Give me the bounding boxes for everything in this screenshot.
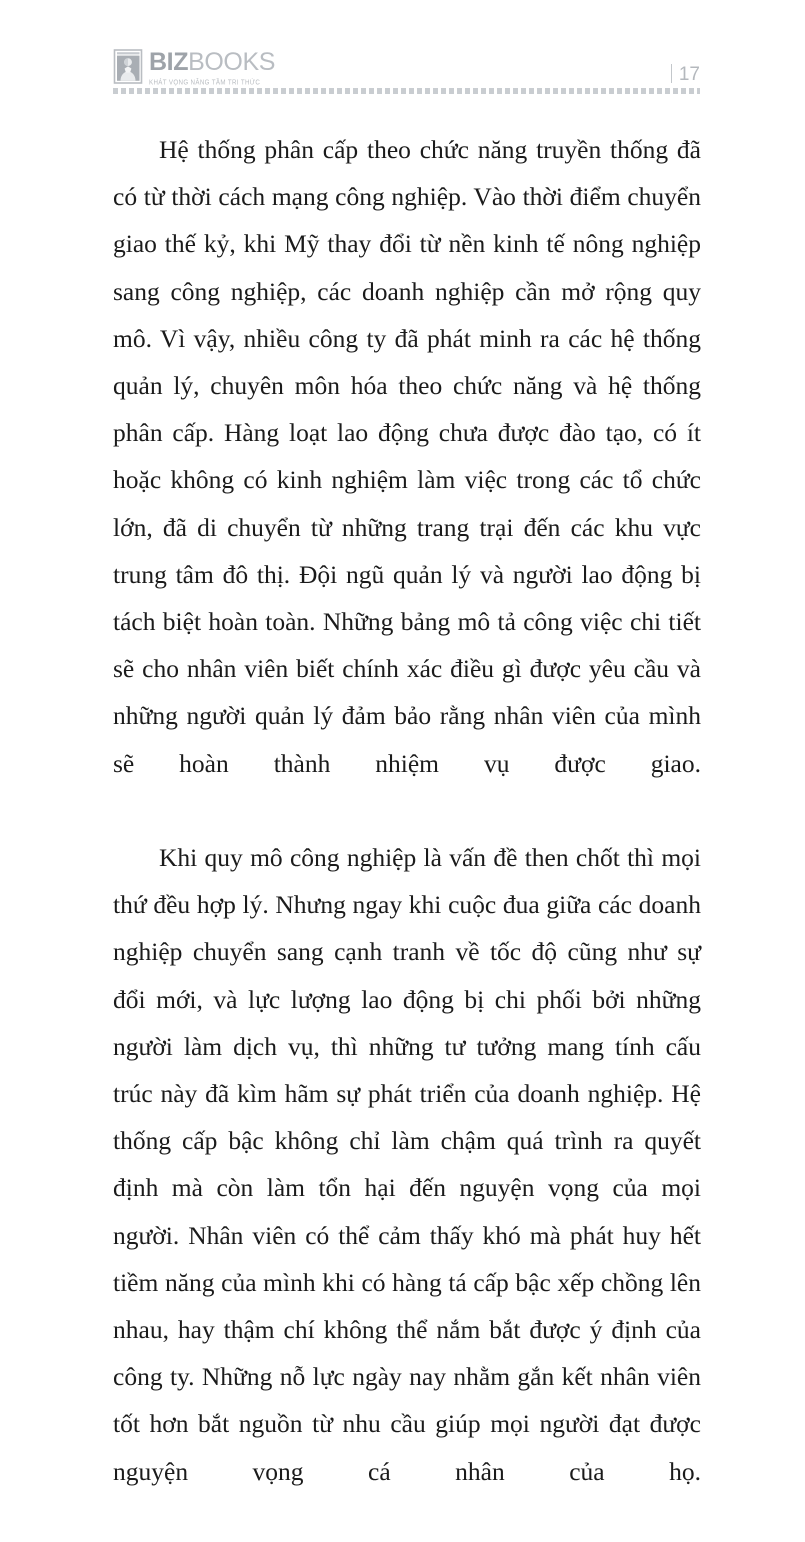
folio-separator-icon (671, 64, 672, 83)
body-paragraph: Hệ thống phân cấp theo chức năng truyền thống đã có từ thời cách mạng công nghiệp. Vào thời điểm chuyển giao thế kỷ, khi Mỹ thay đổi từ nền kinh tế nông nghiệp sang công nghiệp, các doanh nghiệp cần mở rộng quy mô. Vì vậy, nhiều công ty đã phát minh ra các hệ thống quản lý, chuyên môn hóa theo chức năng và hệ thống phân cấp. Hàng loạt lao động chưa được đào tạo, có ít hoặc không có kinh nghiệm làm việc trong các tổ chức lớn, đã di chuyển từ những trang trại đến các khu vực trung tâm đô thị. Đội ngũ quản lý và người lao động bị tách biệt hoàn toàn. Những bảng mô tả công việc chi tiết sẽ cho nhân viên biết chính xác điều gì được yêu cầu và những người quản lý đảm bảo rằng nhân viên của mình sẽ hoàn thành nhiệm vụ được giao. (113, 135, 701, 778)
brand-tagline: KHÁT VỌNG NÂNG TẦM TRI THỨC (149, 78, 261, 87)
page-header-inner (113, 44, 700, 86)
brand-wordmark-books: BOOKS (188, 48, 275, 76)
page-content (113, 126, 701, 1542)
book-emblem-icon (113, 49, 143, 85)
brand-wordmark (149, 50, 275, 75)
header-divider (113, 88, 700, 94)
page-number: 17 (678, 64, 700, 85)
bizbooks-logo (113, 49, 275, 86)
brand-wordmark-biz: BIZ (149, 48, 189, 76)
body-paragraph: Khi quy mô công nghiệp là vấn đề then chốt thì mọi thứ đều hợp lý. Nhưng ngay khi cuộc đua giữa các doanh nghiệp chuyển sang cạnh tranh về tốc độ cũng như sự đổi mới, và lực lượng lao động bị chi phối bởi những người làm dịch vụ, thì những tư tưởng mang tính cấu trúc này đã kìm hãm sự phát triển của doanh nghiệp. Hệ thống cấp bậc không chỉ làm chậm quá trình ra quyết định mà còn làm tổn hại đến nguyện vọng của mọi người. Nhân viên có thể cảm thấy khó mà phát huy hết tiềm năng của mình khi có hàng tá cấp bậc xếp chồng lên nhau, hay thậm chí không thể nắm bắt được ý định của công ty. Những nỗ lực ngày nay nhằm gắn kết nhân viên tốt hơn bắt nguồn từ nhu cầu giúp mọi người đạt được nguyện vọng cá nhân của họ. (113, 843, 701, 1486)
brand-text-block (149, 49, 275, 86)
page-header (113, 44, 700, 92)
page-folio (671, 61, 700, 86)
